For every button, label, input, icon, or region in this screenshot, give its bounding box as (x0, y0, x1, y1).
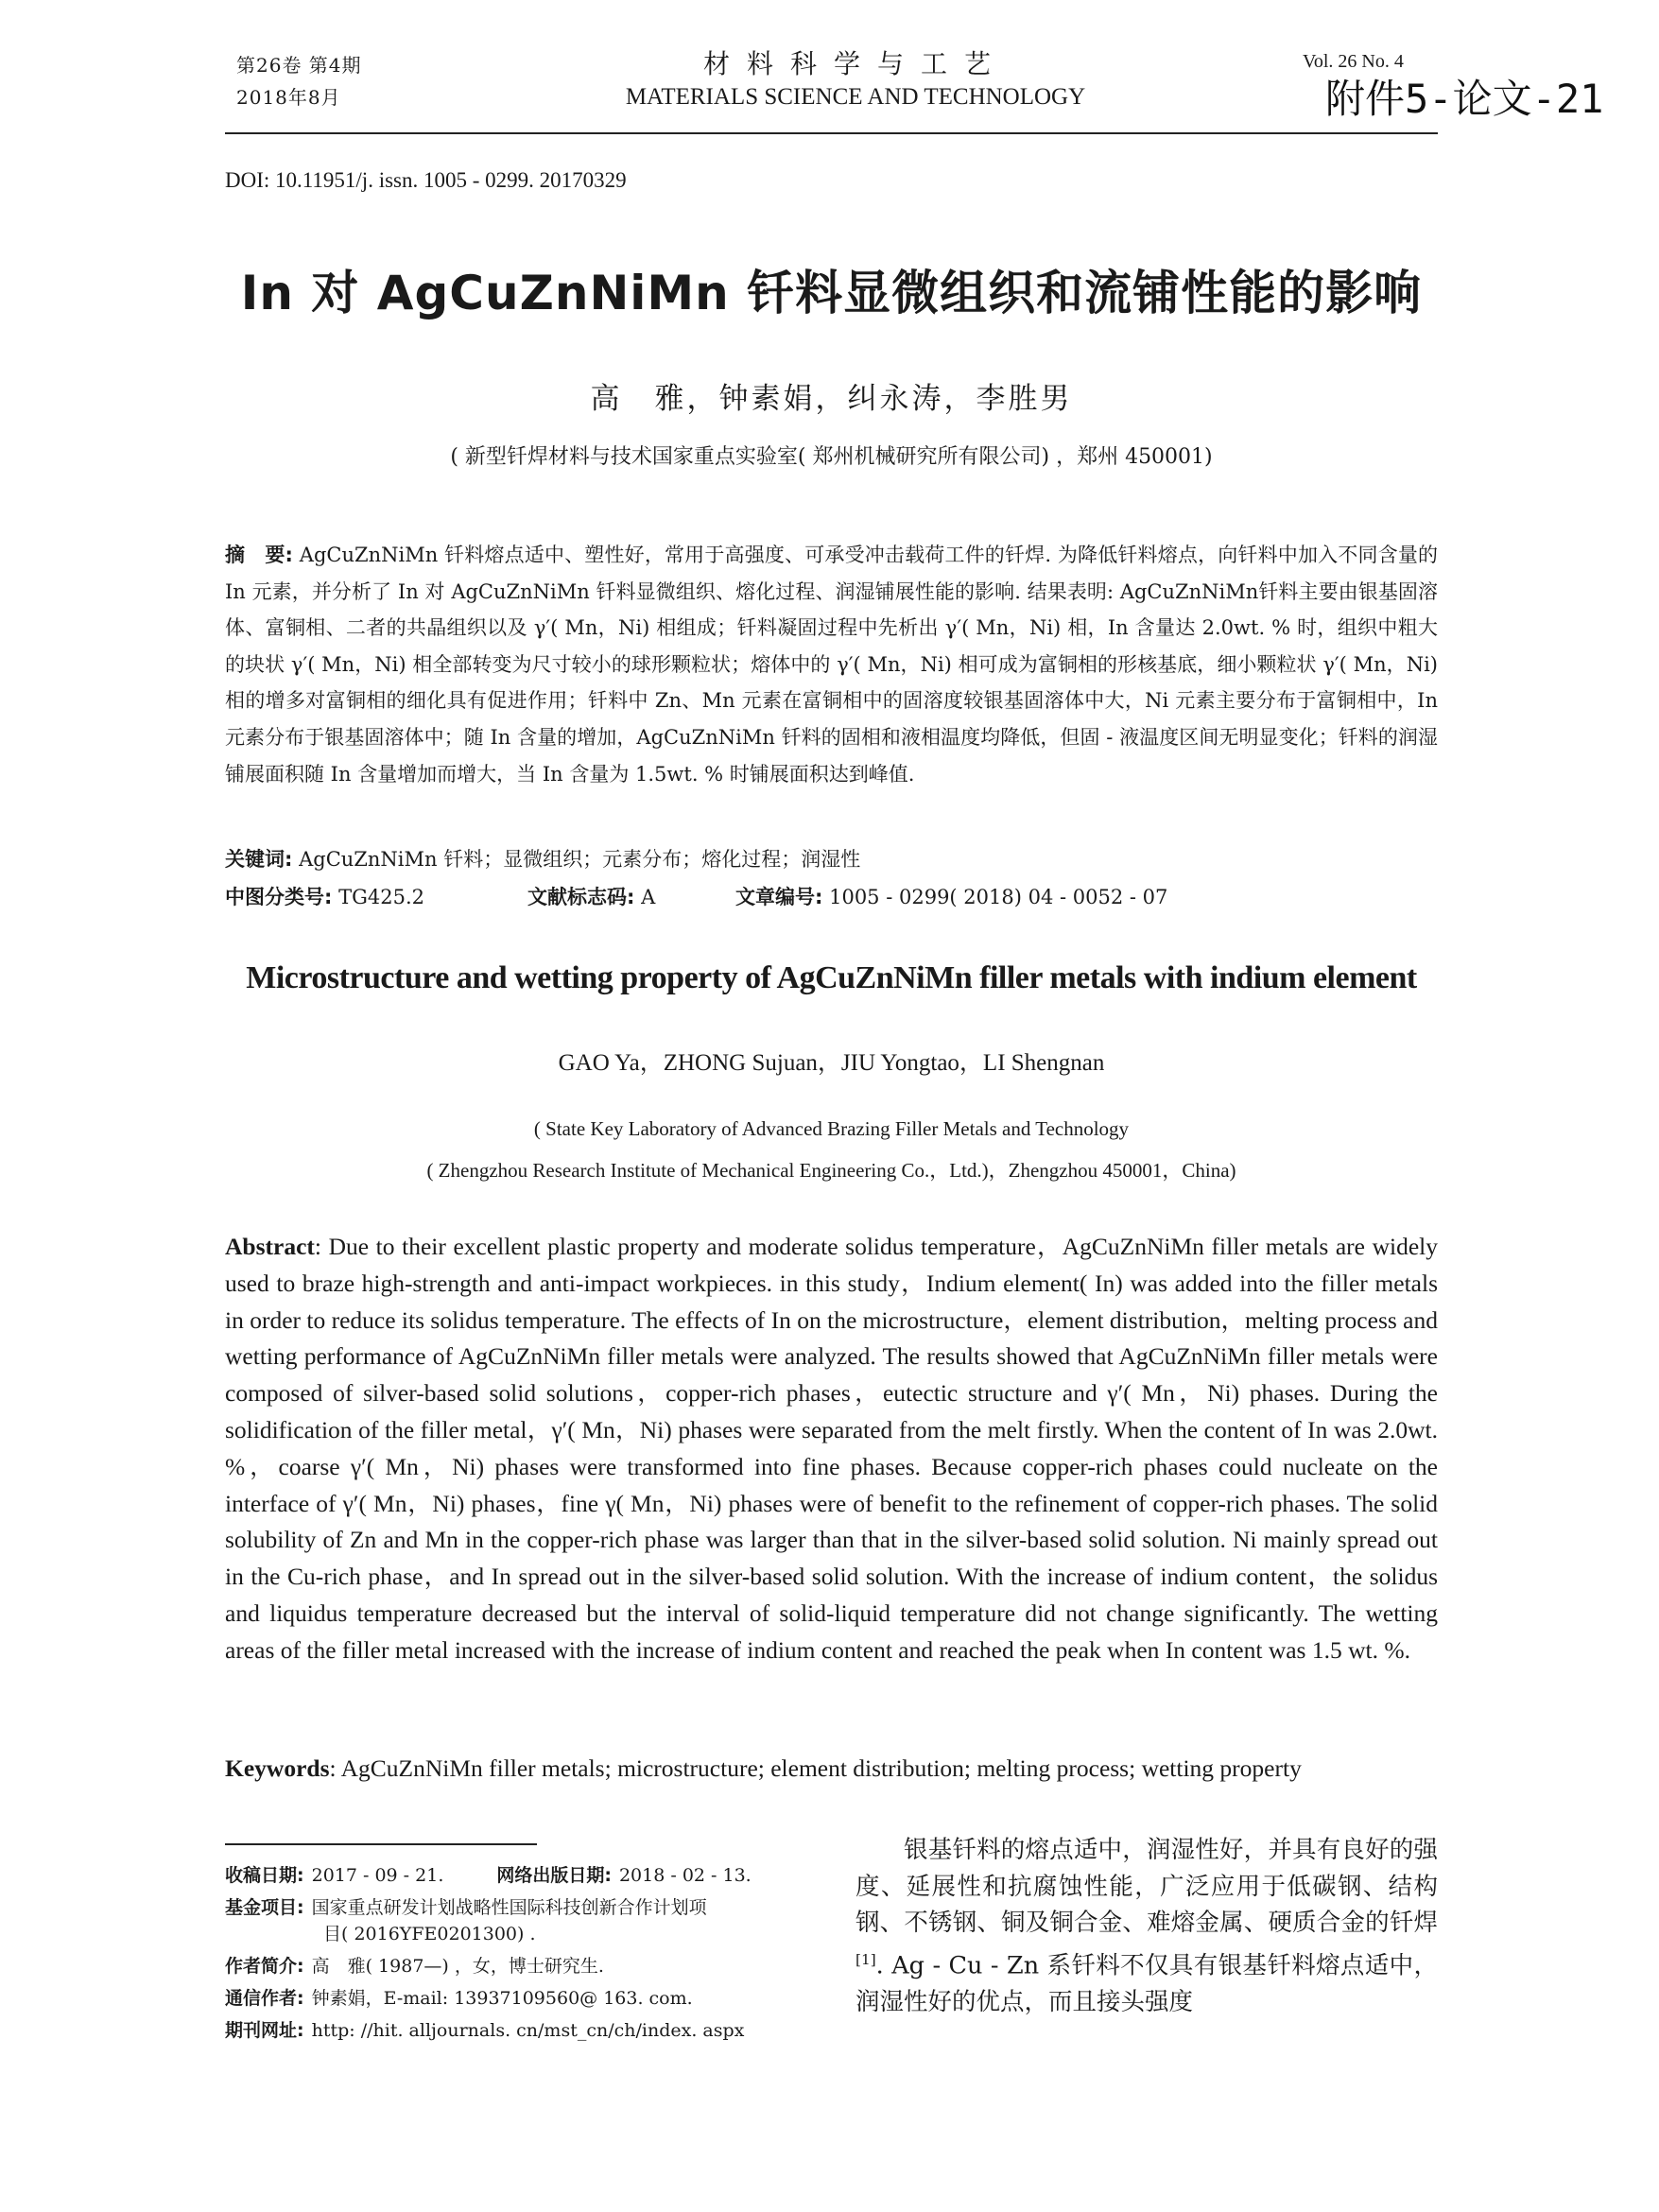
online-value: 2018 - 02 - 13. (618, 1865, 752, 1886)
clc-value: TG425.2 (338, 886, 424, 908)
doc-code-value: A (641, 886, 656, 908)
author-bio-label: 作者简介: (225, 1956, 304, 1977)
footnote-website (225, 2017, 821, 2044)
reference-marker: [1] (855, 1950, 876, 1968)
article-number-label: 文章编号: (735, 886, 823, 908)
volume-issue-cn: 第26卷 第4期 (236, 54, 362, 77)
abstract-cn-text: AgCuZnNiMn 钎料熔点适中、塑性好，常用于高强度、可承受冲击载荷工件的钎焊. 为降低钎料熔点，向钎料中加入不同含量的 In 元素，并分析了 In 对 AgCuZnNiMn 钎料显微组织、熔化过程、润湿铺展性能的影响. 结果表明: AgCuZnNiMn钎料主要由银基固溶体、富铜相、二者的共晶组织以及 γ′( Mn，Ni) 相组成；钎料凝固过程中先析出 γ′( Mn，Ni) 相，In 含量达 2.0wt. % 时，组织中粗大的块状 γ′( Mn，Ni) 相全部转变为尺寸较小的球形颗粒状；熔体中的 γ′( Mn，Ni) 相可成为富铜相的形核基底，细小颗粒状 γ′( Mn，Ni) 相的增多对富铜相的细化具有促进作用；钎料中 Zn、Mn 元素在富铜相中的固溶度较银基固溶体中大，Ni 元素主要分布于富铜相中，In 元素分布于银基固溶体中；随 In 含量的增加，AgCuZnNiMn 钎料的固相和液相温度均降低，但固 - 液温度区间无明显变化；钎料的润湿铺展面积随 In 含量增加而增大，当 In 含量为 1.5wt. % 时铺展面积达到峰值. (225, 544, 1438, 786)
website-value: http: //hit. alljournals. cn/mst_cn/ch/index. aspx (311, 2020, 745, 2041)
journal-name-cn: 材料科学与工艺 (702, 48, 1008, 79)
journal-name-en: MATERIALS SCIENCE AND TECHNOLOGY (625, 84, 1086, 110)
fund-value-2: 目( 2016YFE0201300) . (323, 1924, 536, 1944)
footnotes (225, 1862, 821, 2049)
footnote-author (225, 1953, 821, 1979)
volume-issue-en: Vol. 26 No. 4 (1303, 51, 1404, 72)
authors-cn: 高 雅，钟素娟，纠永涛，李胜男 (590, 382, 1073, 416)
received-value: 2017 - 09 - 21. (311, 1865, 444, 1886)
keywords-cn-text: AgCuZnNiMn 钎料；显微组织；元素分布；熔化过程；润湿性 (299, 848, 861, 871)
attachment-stamp: 附件5-论文-21 (1325, 76, 1604, 122)
doc-code-label: 文献标志码: (527, 886, 635, 908)
fund-label: 基金项目: (225, 1897, 304, 1918)
abstract-cn (225, 537, 1438, 792)
fund-value-1: 国家重点研发计划战略性国际科技创新合作计划项 (311, 1897, 707, 1918)
keywords-en-label: Keywords (225, 1754, 330, 1782)
keywords-en-text: AgCuZnNiMn filler metals; microstructure; element distribution; melting process; wetting property (340, 1754, 1302, 1782)
abstract-en-text: Due to their excellent plastic property and moderate solidus temperature，AgCuZnNiMn filler metals are widely used to braze high-strength and anti-impact workpieces. in this study，Indium element( In) was added into the filler metals in order to reduce its solidus temperature. The effects of In on the microstructure，element distribution，melting process and wetting performance of AgCuZnNiMn filler metals were analyzed. The results showed that AgCuZnNiMn filler metals were composed of silver-based solid solutions，copper-rich phases，eutectic structure and γ′( Mn，Ni) phases. During the solidification of the filler metal，γ′( Mn，Ni) phases were separated from the melt firstly. When the content of In was 2.0wt. %，coarse γ′( Mn，Ni) phases were transformed into fine phases. Because copper-rich phases could nucleate on the interface of γ′( Mn，Ni) phases，fine γ( Mn，Ni) phases were of benefit to the refinement of copper-rich phases. The solid solubility of Zn and Mn in the copper-rich phase was larger than that in the silver-based solid solution. Ni mainly spread out in the Cu-rich phase，and In spread out in the silver-based solid solution. With the increase of indium content，the solidus and liquidus temperature decreased but the interval of solid-liquid temperature did not change significantly. The wetting areas of the filler metal increased with the increase of indium content and reached the peak when In content was 1.5 wt. %. (225, 1233, 1438, 1664)
article-number-value: 1005 - 0299( 2018) 04 - 0052 - 07 (829, 886, 1168, 908)
abstract-en-label: Abstract (225, 1233, 315, 1260)
doi: DOI: 10.11951/j. issn. 1005 - 0299. 20170329 (225, 168, 627, 192)
corresponding-value: 钟素娟，E-mail: 13937109560@ 163. com. (311, 1988, 693, 2009)
affiliation-en-line1: ( State Key Laboratory of Advanced Brazing Filler Metals and Technology (533, 1117, 1130, 1140)
title-cn: In 对 AgCuZnNiMn 钎料显微组织和流铺性能的影响 (240, 266, 1423, 320)
abstract-en: Abstract: Due to their excellent plastic property and moderate solidus temperature，AgCuZnNiMn filler metals are widely used to braze high-strength and anti-impact workpieces. in this study，Indium element( In) was added into the filler metals in order to reduce its solidus temperature. The effects of In on the microstructure，element distribution，melting process and wetting performance of AgCuZnNiMn filler metals were analyzed. The results showed that AgCuZnNiMn filler metals were composed of silver-based solid solutions，copper-rich phases，eutectic structure and γ′( Mn，Ni) phases. During the solidification of the filler metal，γ′( Mn，Ni) phases were separated from the melt firstly. When the content of In was 2.0wt. %，coarse γ′( Mn，Ni) phases were transformed into fine phases. Because copper-rich phases could nucleate on the interface of γ′( Mn，Ni) phases，fine γ( Mn，Ni) phases were of benefit to the refinement of copper-rich phases. The solid solubility of Zn and Mn in the copper-rich phase was larger than that in the silver-based solid solution. Ni mainly spread out in the Cu-rich phase，and In spread out in the silver-based solid solution. With the increase of indium content，the solidus and liquidus temperature decreased but the interval of solid-liquid temperature did not change significantly. The wetting areas of the filler metal increased with the increase of indium content and reached the peak when In content was 1.5 wt. %. (225, 1233, 1438, 1664)
corresponding-label: 通信作者: (225, 1988, 304, 2009)
footnote-dates (225, 1862, 821, 1889)
journal-header (529, 47, 1182, 113)
author-bio-value: 高 雅( 1987—) ，女，博士研究生. (311, 1956, 604, 1977)
classification-line (225, 879, 1438, 915)
header-rule (225, 132, 1438, 134)
keywords-cn (225, 841, 1438, 877)
title-en: Microstructure and wetting property of AgCuZnNiMn filler metals with indium element (246, 960, 1417, 995)
online-label: 网络出版日期: (496, 1865, 612, 1886)
footnote-rule (225, 1843, 537, 1845)
intro-paragraph: 银基钎料的熔点适中，润湿性好，并具有良好的强度、延展性和抗腐蚀性能，广泛应用于低碳钢、结构钢、不锈钢、铜及铜合金、难熔金属、硬质合金的钎焊[1]. Ag - Cu - Zn 系钎料不仅具有银基钎料熔点适中，润湿性好的优点，而且接头强度 (855, 1836, 1438, 2016)
header-left (236, 49, 362, 113)
affiliation-en-line2: ( Zhengzhou Research Institute of Mechanical Engineering Co.，Ltd.)，Zhengzhou 450001，China) (426, 1159, 1236, 1182)
authors-en: GAO Ya，ZHONG Sujuan，JIU Yongtao，LI Shengnan (558, 1050, 1105, 1076)
date-cn: 2018年8月 (236, 86, 341, 109)
clc-label: 中图分类号: (225, 886, 333, 908)
footnote-correspondence (225, 1985, 821, 2012)
website-label: 期刊网址: (225, 2020, 304, 2041)
keywords-cn-label: 关键词: (225, 848, 293, 871)
body-text-right (855, 1832, 1438, 2020)
received-label: 收稿日期: (225, 1865, 304, 1886)
abstract-cn-label: 摘 要: (225, 544, 293, 566)
affiliation-cn: ( 新型钎焊材料与技术国家重点实验室( 郑州机械研究所有限公司) ，郑州 450001) (450, 445, 1213, 469)
keywords-en: Keywords: AgCuZnNiMn filler metals; microstructure; element distribution; melting process; wetting property (225, 1754, 1302, 1782)
footnote-fund (225, 1894, 821, 1921)
